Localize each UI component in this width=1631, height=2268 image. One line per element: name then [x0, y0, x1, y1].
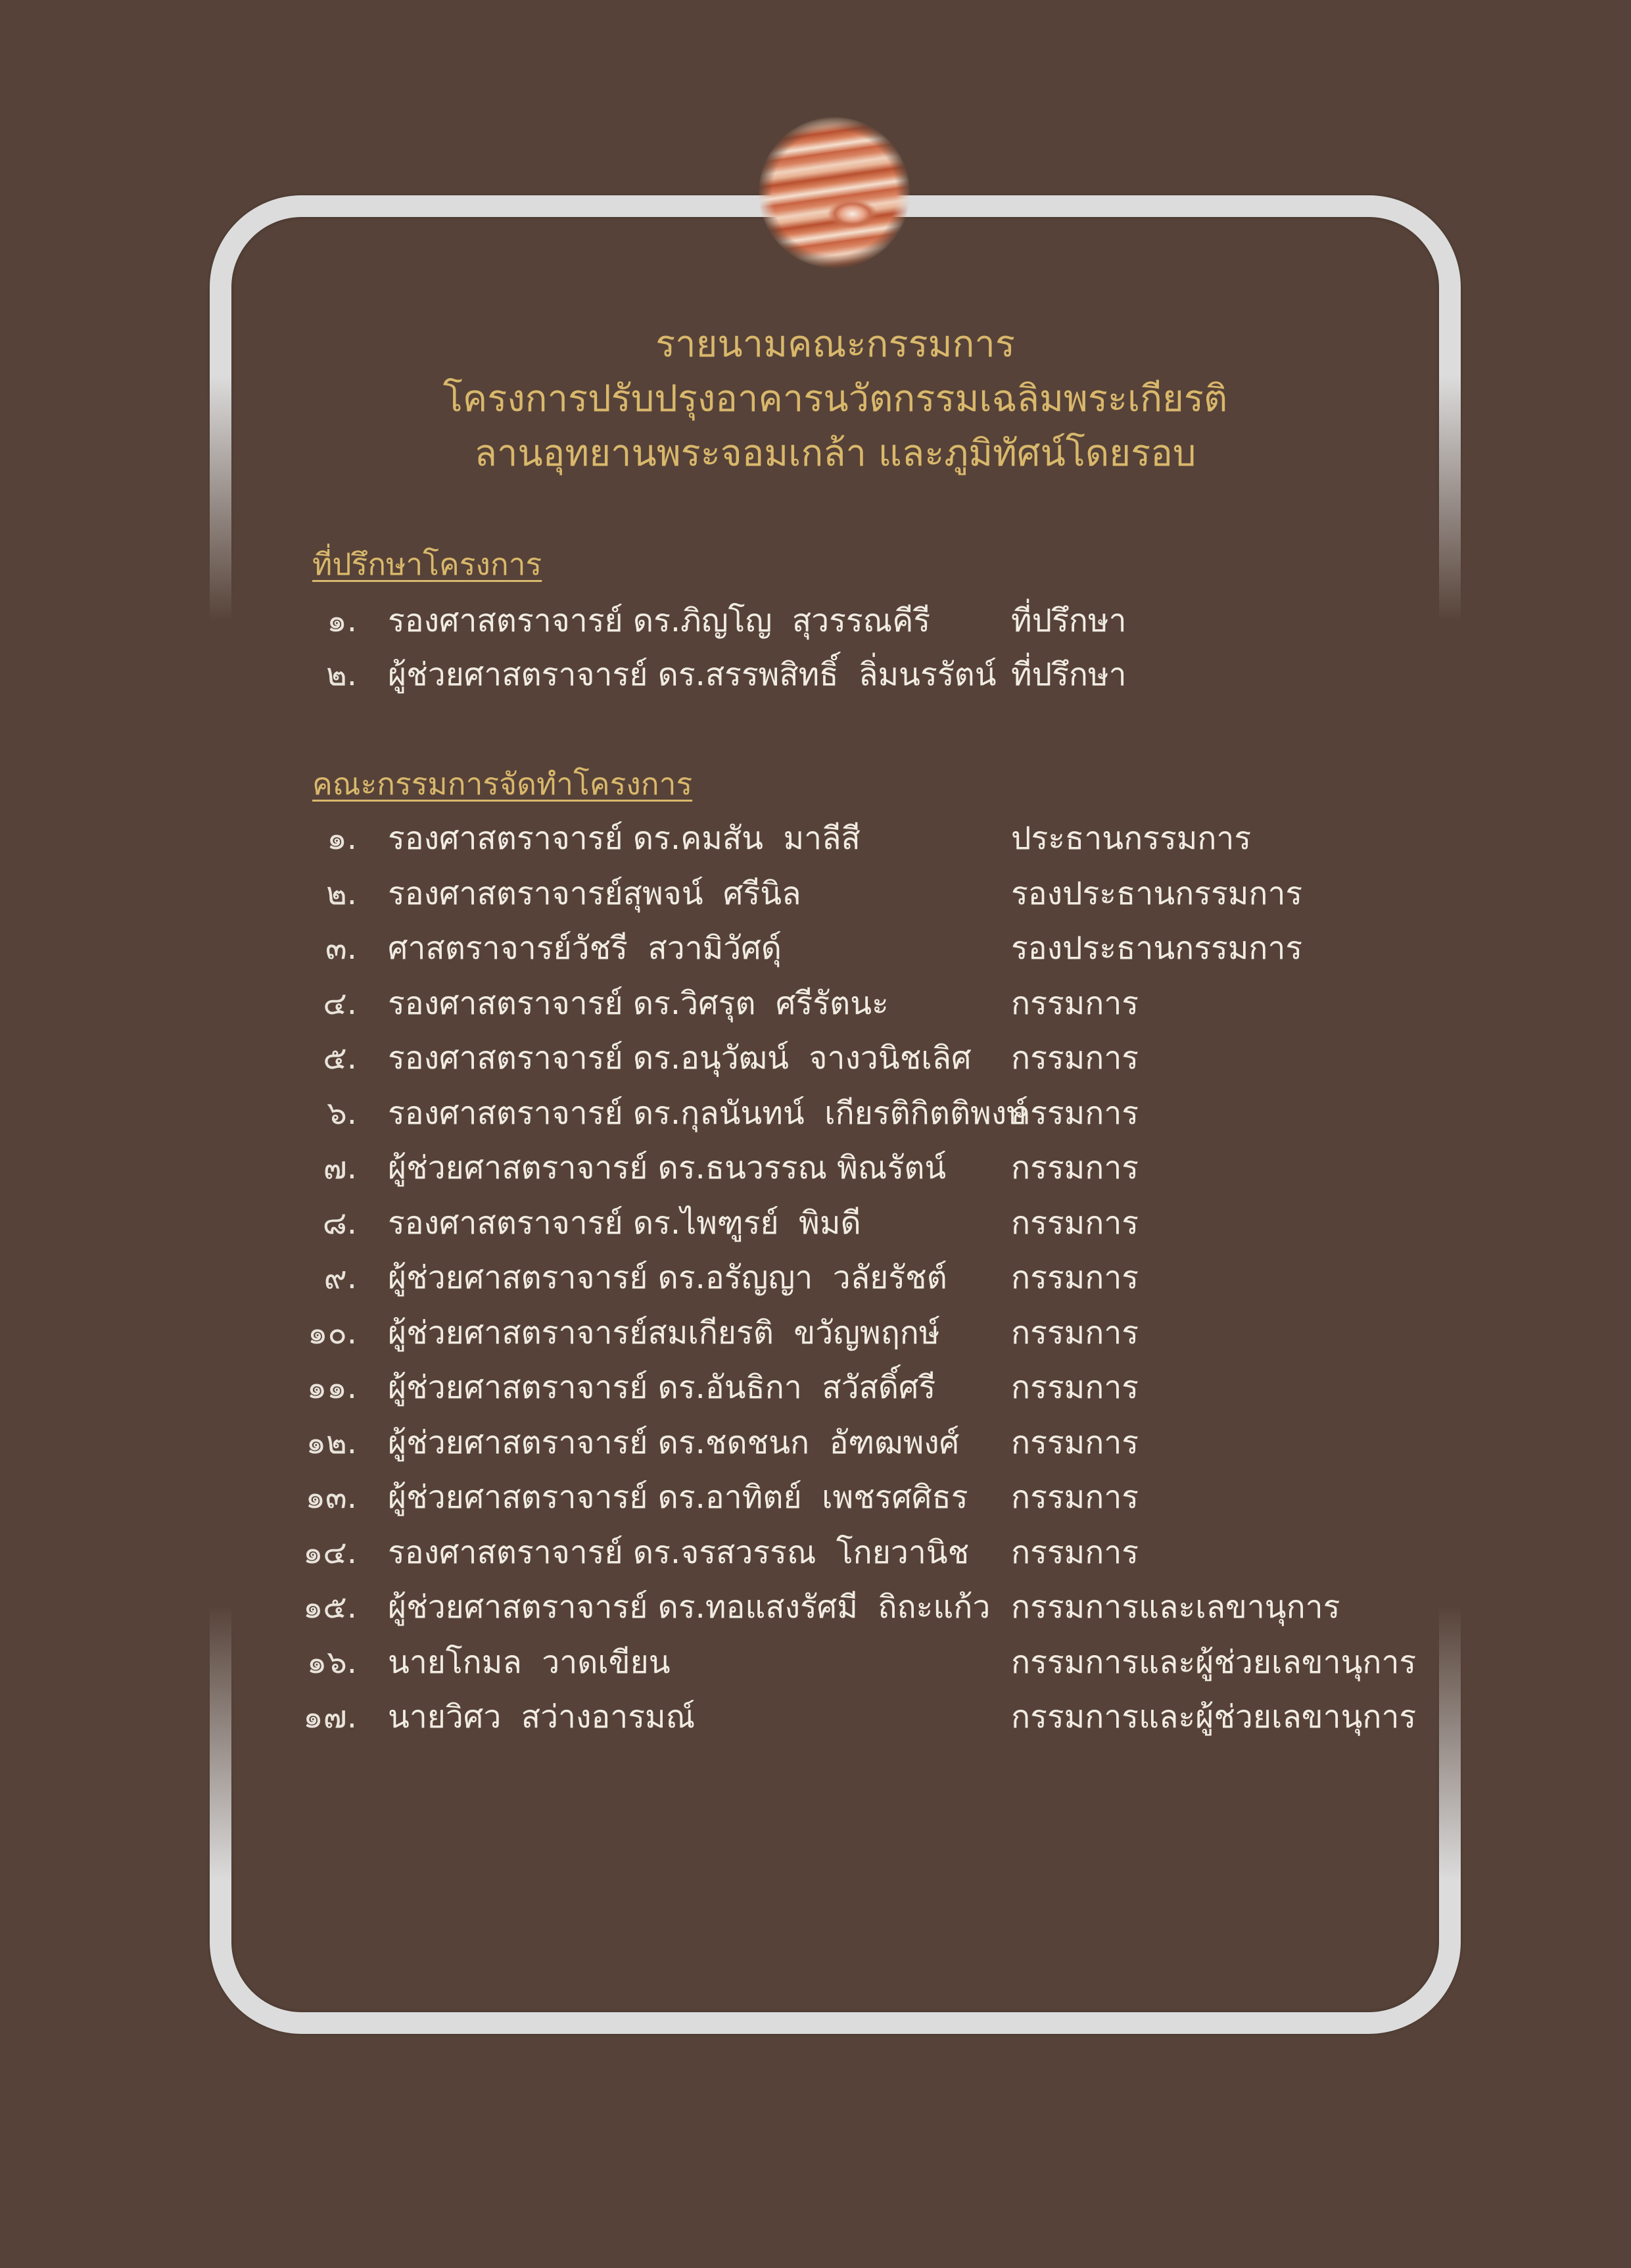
list-item	[302, 1141, 1420, 1196]
member-name: รองศาสตราจารย์ ดร.จรสวรรณ โกยวานิช	[388, 1533, 970, 1571]
list-item	[302, 1306, 1420, 1361]
item-number: ๓.	[325, 930, 357, 967]
member-role: กรรมการ	[1011, 1094, 1139, 1132]
member-name: ศาสตราจารย์วัชรี สวามิวัศดุ์	[388, 930, 782, 967]
member-role: กรรมการ	[1011, 1314, 1139, 1351]
item-number: ๕.	[323, 1040, 357, 1076]
list-item	[302, 1416, 1420, 1471]
member-name: ผู้ช่วยศาสตราจารย์ ดร.อรัญญา วลัยรัชต์	[388, 1259, 947, 1296]
member-role: ที่ปรึกษา	[1011, 656, 1127, 693]
committee-list	[302, 537, 1420, 1745]
member-name: ผู้ช่วยศาสตราจารย์ ดร.ทอแสงรัศมี ถิถะแก้ว	[388, 1589, 991, 1626]
list-item	[302, 1580, 1420, 1635]
list-item	[302, 1635, 1420, 1691]
member-name: รองศาสตราจารย์ ดร.อนุวัฒน์ จางวนิชเลิศ	[388, 1040, 972, 1076]
page-title	[210, 317, 1461, 481]
title-line-1: รายนามคณะกรรมการ	[655, 323, 1015, 366]
member-name: ผู้ช่วยศาสตราจารย์สมเกียรติ ขวัญพฤกษ์	[388, 1314, 940, 1351]
item-number: ๑๓.	[305, 1479, 357, 1516]
item-number: ๑๕.	[302, 1589, 357, 1626]
member-role: ที่ปรึกษา	[1011, 602, 1127, 639]
item-number: ๒.	[326, 656, 357, 693]
frame-fade-left	[204, 376, 241, 1881]
list-item	[302, 648, 1420, 702]
list-item	[302, 1526, 1420, 1581]
item-number: ๑๐.	[307, 1314, 357, 1351]
item-number: ๗.	[323, 1149, 357, 1186]
item-number: ๙.	[323, 1259, 357, 1296]
committee-section	[302, 756, 1420, 1745]
list-item	[302, 1690, 1420, 1745]
list-item	[302, 1470, 1420, 1526]
title-line-2: โครงการปรับปรุงอาคารนวัตกรรมเฉลิมพระเกียรติ	[442, 377, 1228, 420]
item-number: ๑.	[327, 820, 357, 857]
member-role: รองประธานกรรมการ	[1011, 930, 1303, 967]
list-item	[302, 1196, 1420, 1251]
member-name: ผู้ช่วยศาสตราจารย์ ดร.อาทิตย์ เพชรศศิธร	[388, 1479, 968, 1516]
member-role: กรรมการ	[1011, 1259, 1139, 1296]
member-role: กรรมการ	[1011, 1533, 1139, 1571]
item-number: ๑๑.	[306, 1369, 357, 1406]
member-name: รองศาสตราจารย์ ดร.วิศรุต ศรีรัตนะ	[388, 984, 889, 1022]
member-name: รองศาสตราจารย์ ดร.คมสัน มาลีสี	[388, 820, 861, 857]
planet-jupiter-image	[759, 117, 910, 268]
list-item	[302, 594, 1420, 648]
list-item	[302, 1031, 1420, 1086]
item-number: ๔.	[323, 984, 357, 1022]
list-item	[302, 921, 1420, 977]
list-item	[302, 977, 1420, 1032]
committee-header-text: คณะกรรมการจัดทำโครงการ	[312, 766, 693, 802]
list-item	[302, 1086, 1420, 1142]
member-name: รองศาสตราจารย์ ดร.ไพฑูรย์ พิมดี	[388, 1204, 861, 1242]
member-role: กรรมการ	[1011, 1204, 1139, 1242]
frame-fade-right	[1430, 376, 1467, 1881]
member-role: กรรมการ	[1011, 1149, 1139, 1186]
member-role: กรรมการ	[1011, 1479, 1139, 1516]
item-number: ๑๗.	[303, 1699, 357, 1735]
advisors-section	[302, 537, 1420, 702]
member-role: กรรมการ	[1011, 1040, 1139, 1076]
list-item	[302, 811, 1420, 867]
member-role: ประธานกรรมการ	[1011, 820, 1252, 857]
member-name: รองศาสตราจารย์ ดร.ภิญโญ สุวรรณคีรี	[388, 602, 931, 639]
member-name: ผู้ช่วยศาสตราจารย์ ดร.ชดชนก อัฑฒพงศ์	[388, 1424, 960, 1461]
item-number: ๑๒.	[306, 1424, 357, 1461]
member-name: นายวิศว สว่างอารมณ์	[388, 1699, 696, 1735]
advisors-header-text: ที่ปรึกษาโครงการ	[312, 546, 542, 582]
member-name: ผู้ช่วยศาสตราจารย์ ดร.ธนวรรณ พิณรัตน์	[388, 1149, 947, 1186]
member-role: กรรมการและผู้ช่วยเลขานุการ	[1011, 1643, 1417, 1681]
committee-header	[302, 756, 1420, 811]
member-name: ผู้ช่วยศาสตราจารย์ ดร.อันธิกา สวัสดิ์ศรี	[388, 1369, 936, 1406]
list-item	[302, 1251, 1420, 1306]
member-role: กรรมการ	[1011, 984, 1139, 1022]
list-item	[302, 1361, 1420, 1416]
item-number: ๑.	[327, 602, 357, 639]
advisors-header	[302, 537, 1420, 594]
member-name: รองศาสตราจารย์สุพจน์ ศรีนิล	[388, 875, 801, 912]
member-role: กรรมการ	[1011, 1424, 1139, 1461]
item-number: ๑๔.	[302, 1533, 357, 1571]
item-number: ๖.	[327, 1094, 357, 1132]
list-item	[302, 867, 1420, 922]
item-number: ๘.	[322, 1204, 357, 1242]
member-name: นายโกมล วาดเขียน	[388, 1643, 671, 1681]
member-role: รองประธานกรรมการ	[1011, 875, 1303, 912]
item-number: ๒.	[326, 875, 357, 912]
member-role: กรรมการและเลขานุการ	[1011, 1589, 1340, 1626]
member-role: กรรมการ	[1011, 1369, 1139, 1406]
member-name: ผู้ช่วยศาสตราจารย์ ดร.สรรพสิทธิ์ ลิ่มนรรัตน์	[388, 656, 997, 693]
member-name: รองศาสตราจารย์ ดร.กุลนันทน์ เกียรติกิตติพงษ์	[388, 1094, 1028, 1132]
title-line-3: ลานอุทยานพระจอมเกล้า และภูมิทัศน์โดยรอบ	[474, 432, 1196, 475]
member-role: กรรมการและผู้ช่วยเลขานุการ	[1011, 1699, 1417, 1735]
item-number: ๑๖.	[306, 1643, 357, 1681]
